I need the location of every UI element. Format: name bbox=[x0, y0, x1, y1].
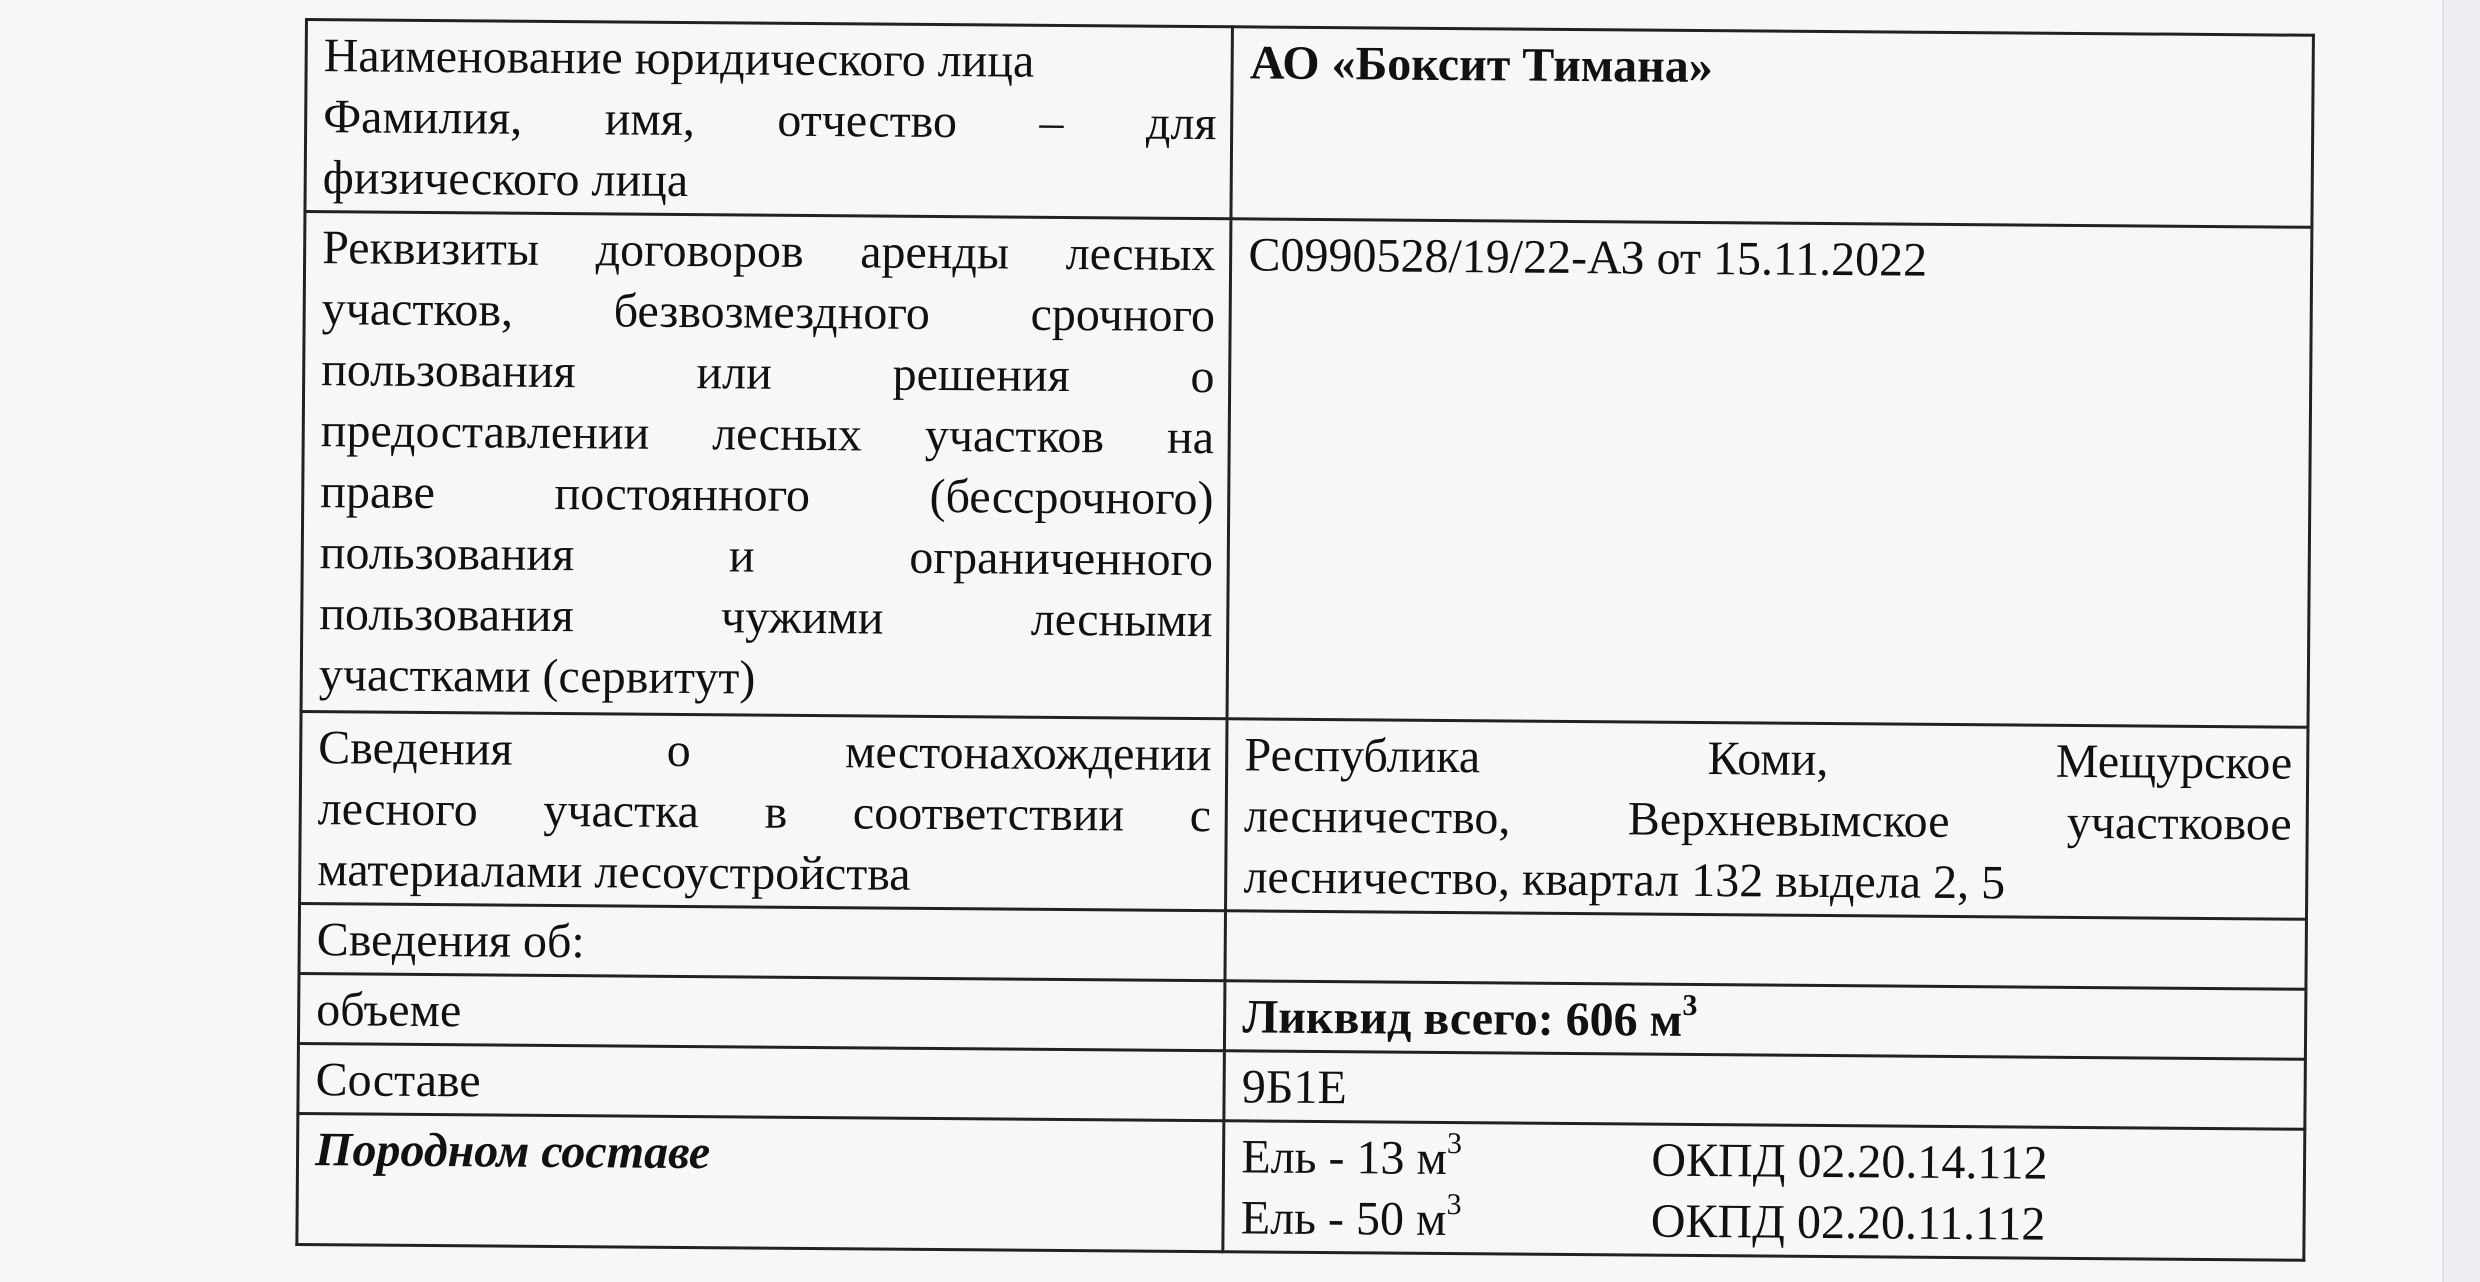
info-label: Сведения об: bbox=[316, 913, 585, 969]
species-item-2 bbox=[1241, 1187, 2289, 1256]
composition-value: 9Б1Е bbox=[1241, 1060, 1348, 1115]
entity-label-line-3: физического лица bbox=[322, 151, 689, 208]
table-row-species bbox=[297, 1113, 2305, 1260]
volume-value-cell bbox=[1225, 981, 2306, 1059]
location-label-line-3: материалами лесоустройства bbox=[317, 843, 911, 901]
forest-plot-info-table bbox=[295, 18, 2315, 1262]
info-value-cell bbox=[1225, 911, 2306, 989]
table-row-contract bbox=[301, 212, 2312, 728]
entity-value-cell bbox=[1231, 27, 2313, 227]
species-item-1 bbox=[1241, 1126, 2289, 1195]
table-row-location bbox=[300, 711, 2308, 919]
volume-label: объеме bbox=[316, 983, 462, 1038]
species-label: Породном составе bbox=[314, 1123, 711, 1180]
location-label-line-2: лесного участка в соответствии с bbox=[317, 782, 1212, 843]
location-value-line-2: лесничество, Верхневымское участковое bbox=[1243, 789, 2292, 851]
species-label-cell bbox=[297, 1113, 1224, 1251]
contract-label-line-3: пользования или решения о bbox=[321, 343, 1215, 404]
contract-value-cell bbox=[1227, 219, 2312, 727]
species-item-1-code: ОКПД 02.20.14.112 bbox=[1651, 1133, 2048, 1190]
contract-label-line-6: пользования и ограниченного bbox=[319, 526, 1214, 587]
contract-label-line-8: участками (сервитут) bbox=[318, 648, 756, 705]
species-item-2-superscript: 3 bbox=[1446, 1188, 1462, 1222]
entity-label-line-2: Фамилия, имя, отчество – для bbox=[323, 90, 1217, 151]
species-item-1-name: Ель - 13 м bbox=[1241, 1130, 1448, 1186]
location-label-line-1: Сведения о местонахождении bbox=[318, 721, 1212, 782]
contract-label-line-1: Реквизиты договоров аренды лесных bbox=[321, 221, 1216, 282]
contract-label-line-4: предоставлении лесных участков на bbox=[320, 404, 1215, 465]
entity-label-cell bbox=[305, 20, 1233, 219]
contract-label-line-2: участков, безвозмездного срочного bbox=[321, 282, 1216, 343]
location-label-cell bbox=[300, 711, 1228, 910]
contract-value: С0990528/19/22-АЗ от 15.11.2022 bbox=[1248, 228, 1928, 287]
composition-label-cell bbox=[298, 1043, 1225, 1120]
info-label-cell bbox=[299, 903, 1226, 980]
table-row-entity bbox=[305, 20, 2313, 228]
volume-label-cell bbox=[298, 973, 1225, 1050]
species-item-2-code: ОКПД 02.20.11.112 bbox=[1650, 1194, 2046, 1251]
composition-value-cell bbox=[1224, 1051, 2305, 1129]
location-value-line-1: Республика Коми, Мещурское bbox=[1244, 728, 2293, 790]
page-edge bbox=[2442, 0, 2480, 1282]
location-value-line-3: лесничество, квартал 132 выдела 2, 5 bbox=[1243, 850, 2006, 910]
contract-label-cell bbox=[301, 212, 1231, 719]
contract-label-line-5: праве постоянного (бессрочного) bbox=[320, 465, 1214, 526]
species-value-cell bbox=[1223, 1121, 2305, 1260]
species-item-1-superscript: 3 bbox=[1446, 1127, 1463, 1161]
species-item-2-name: Ель - 50 м bbox=[1240, 1191, 1447, 1247]
volume-value: Ликвид всего: 606 м bbox=[1242, 990, 1683, 1047]
location-value-cell bbox=[1226, 719, 2308, 919]
contract-label-line-7: пользования чужими лесными bbox=[319, 587, 1213, 648]
entity-label-line-1: Наименование юридического лица bbox=[323, 29, 1035, 88]
volume-unit-superscript: 3 bbox=[1682, 988, 1698, 1022]
composition-label: Составе bbox=[315, 1053, 481, 1108]
entity-value: АО «Боксит Тимана» bbox=[1249, 36, 1713, 94]
